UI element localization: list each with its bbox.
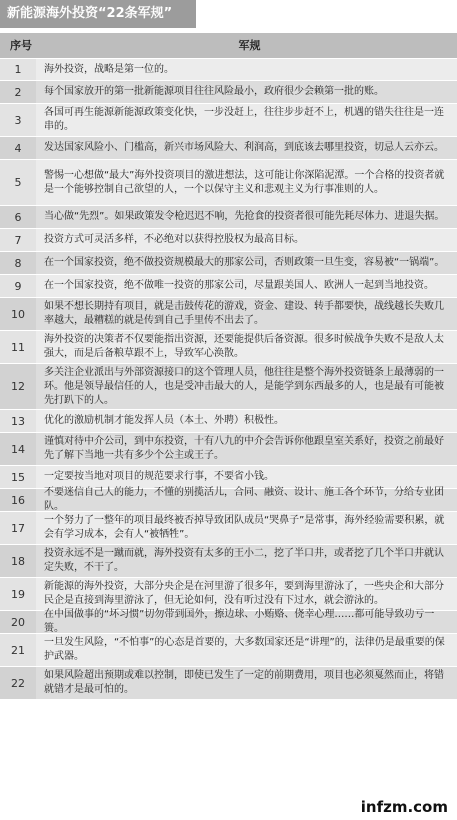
table-row <box>0 489 457 512</box>
header-index: 序号 <box>10 39 32 52</box>
rule-number: 3 <box>0 104 36 136</box>
rule-number: 9 <box>0 275 36 297</box>
rule-text: 在中国做事的“坏习惯”切勿带到国外，擦边球、小贿赂、侥幸心理……都可能导致功亏一篑。 <box>44 609 435 634</box>
page-title: 新能源海外投资“22条军规” <box>0 0 196 28</box>
rule-text: 当心做“先烈”。如果政策发令枪迟迟不响，先抢食的投资者很可能先耗尽体力、进退失据。 <box>44 211 445 222</box>
rule-number: 20 <box>0 611 36 633</box>
table-row <box>0 81 457 104</box>
rule-text: 优化的激励机制才能发挥人员（本土、外聘）积极性。 <box>44 415 284 426</box>
rule-number: 19 <box>0 578 36 610</box>
rules-table <box>0 33 457 700</box>
table-body <box>0 59 457 700</box>
table-row <box>0 667 457 700</box>
table-row <box>0 206 457 229</box>
rule-text: 警惕一心想做“最大”海外投资项目的激进想法，这可能让你深陷泥潭。一个合格的投资者就是一个能够控制自己欲望的人，一个以保守主义和悲观主义为行事准则的人。 <box>44 169 445 195</box>
rule-number: 18 <box>0 545 36 577</box>
table-row <box>0 410 457 433</box>
header-rule: 军规 <box>238 39 261 52</box>
rule-text: 发达国家风险小、门槛高，新兴市场风险大、利润高，到底该去哪里投资，切忌人云亦云。 <box>44 142 444 153</box>
table-row <box>0 137 457 160</box>
rule-number: 4 <box>0 137 36 159</box>
table-row <box>0 298 457 331</box>
rule-text: 投资永远不是一蹴而就，海外投资有太多的王小二，挖了半口井，或者挖了几个半口井就认定失败，不干了。 <box>44 548 444 573</box>
table-row <box>0 545 457 578</box>
rule-text: 在一个国家投资，绝不做唯一投资的那家公司，尽量跟美国人、欧洲人一起到当地投资。 <box>44 280 434 291</box>
rule-text: 谨慎对待中介公司，到中东投资，十有八九的中介会告诉你他跟皇室关系好，投资之前最好先了解下当地一共有多少个公主或王子。 <box>44 436 444 461</box>
rule-number: 6 <box>0 206 36 228</box>
table-row <box>0 229 457 252</box>
rule-number: 2 <box>0 81 36 103</box>
table-row <box>0 275 457 298</box>
rule-number: 15 <box>0 466 36 488</box>
rule-number: 10 <box>0 298 36 330</box>
rule-text: 一旦发生风险，“不怕事”的心态是首要的，大多数国家还是“讲理”的，法律仍是最重要的保护武器。 <box>44 637 445 662</box>
rule-text: 在一个国家投资，绝不做投资规模最大的那家公司，否则政策一旦生变，容易被“一锅端”。 <box>44 257 445 268</box>
rule-text: 各国可再生能源新能源政策变化快，一步没赶上，往往步步赶不上，机遇的错失往往是一连串的。 <box>44 107 444 132</box>
rule-number: 22 <box>0 667 36 699</box>
rule-number: 17 <box>0 512 36 544</box>
rule-number: 7 <box>0 229 36 251</box>
rule-text: 多关注企业派出与外部资源接口的这个管理人员，他往往是整个海外投资链条上最薄弱的一环。他是领导最信任的人，也是受冲击最大的人，是能学到东西最多的人，也是最有可能被先打趴下的人。 <box>44 366 444 406</box>
rule-text: 每个国家放开的第一批新能源项目往往风险最小，政府很少会赖第一批的账。 <box>44 86 384 97</box>
table-header <box>0 33 457 59</box>
rule-number: 11 <box>0 331 36 363</box>
rule-number: 5 <box>0 160 36 205</box>
table-row <box>0 433 457 466</box>
rule-text: 投资方式可灵活多样，不必绝对以获得控股权为最高目标。 <box>44 234 304 245</box>
rule-text: 如果不想长期持有项目，就是击鼓传花的游戏，资金、建设、转手都要快，战线越长失败几率越大，最糟糕的就是传到自己手里传不出去了。 <box>44 301 444 326</box>
table-row <box>0 104 457 137</box>
rule-number: 12 <box>0 364 36 409</box>
rule-text: 海外投资，战略是第一位的。 <box>44 63 174 75</box>
table-row <box>0 59 457 81</box>
rule-number: 1 <box>0 59 36 80</box>
table-row <box>0 512 457 545</box>
rule-text: 如果风险超出预期或难以控制，即使已发生了一定的前期费用，项目也必须戛然而止，将错就错才是最可怕的。 <box>44 670 444 695</box>
site-logo: infzm.com <box>358 798 451 816</box>
rule-text: 一定要按当地对项目的规范要求行事，不要省小钱。 <box>44 471 274 482</box>
table-row <box>0 364 457 410</box>
rule-number: 8 <box>0 252 36 274</box>
rule-text: 一个努力了一整年的项目最终被否掉导致团队成员“哭鼻子”是常事，海外经验需要积累，就会有学习成本，会有人“被牺牲”。 <box>44 515 445 540</box>
rule-number: 21 <box>0 634 36 666</box>
rule-number: 13 <box>0 410 36 432</box>
table-row <box>0 252 457 275</box>
rule-text: 海外投资的决策者不仅要能指出资源，还要能提供后备资源。很多时候战争失败不是敌人太强大，而是后备粮草跟不上，导致军心涣散。 <box>44 334 444 359</box>
table-row <box>0 611 457 634</box>
rule-text: 新能源的海外投资，大部分央企是在河里游了很多年，要到海里游泳了，一些央企和大部分民企是直接到海里游泳了，但无论如何，没有听过没有下过水，就会游泳的。 <box>44 581 444 606</box>
rule-number: 14 <box>0 433 36 465</box>
table-row <box>0 634 457 667</box>
rule-text: 不要迷信自己人的能力，不懂的别揽活儿，合同、融资、设计、施工各个环节，分给专业团队。 <box>44 487 444 512</box>
table-row <box>0 331 457 364</box>
table-row <box>0 160 457 206</box>
rule-number: 16 <box>0 489 36 511</box>
